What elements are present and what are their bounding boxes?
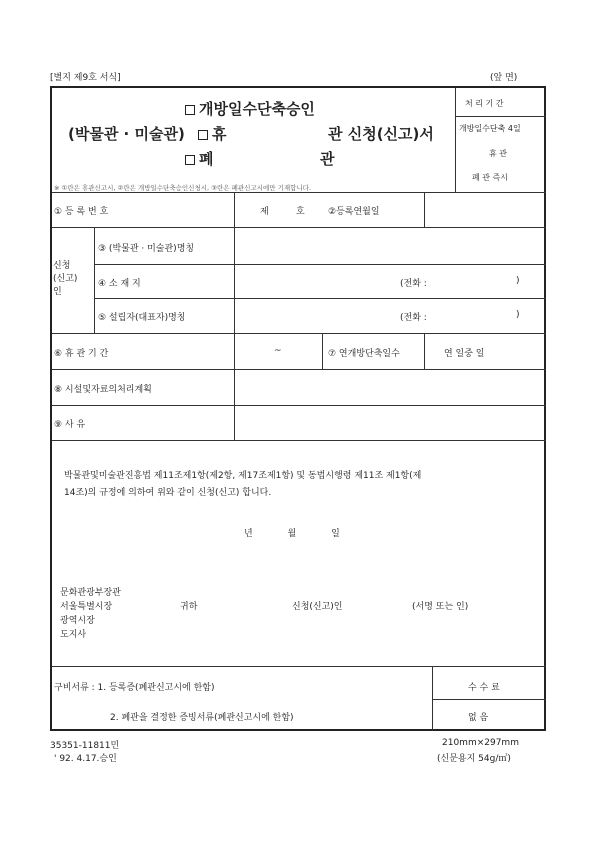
disposal-plan-label: ⑧ 시설및자료의처리계획 — [54, 385, 152, 395]
checkbox-icon[interactable] — [185, 155, 195, 165]
title-line2-suffix: 관 신청(신고)서 — [328, 125, 434, 143]
reduction-days-unit: 연 일중 일 — [444, 349, 485, 359]
registration-number-ho: 호 — [296, 207, 305, 217]
checkbox-icon[interactable] — [185, 105, 195, 115]
closure-period-tilde: ~ — [274, 346, 282, 356]
location-phone-close: ) — [516, 276, 520, 286]
museum-name-field[interactable] — [236, 229, 544, 263]
date-line: 년 월 일 — [244, 529, 349, 539]
reduction-days-label: ⑦ 연개방단축일수 — [328, 349, 400, 359]
registration-date-field[interactable] — [325, 194, 424, 225]
founder-phone-label: (전화 : — [400, 313, 427, 323]
founder-phone-close: ) — [516, 310, 520, 320]
form-code: 35351-11811민 — [50, 741, 120, 751]
form-frame — [50, 86, 546, 731]
title-line3: 폐 — [185, 148, 214, 169]
closure-period-label: ⑥ 휴 관 기 간 — [54, 349, 109, 359]
disposal-plan-field[interactable] — [236, 371, 544, 404]
recipient-seoul: 서울특별시장 — [60, 602, 113, 612]
recipient-metro: 광역시장 — [60, 616, 95, 626]
reason-field[interactable] — [236, 407, 544, 439]
paper-type: (신문용지 54g/㎡) — [437, 754, 511, 764]
statement-line2: 14조)의 규정에 의하여 위와 같이 신청(신고) 합니다. — [64, 488, 272, 498]
reason-label: ⑨ 사 유 — [54, 420, 86, 430]
location-label: ④ 소 재 지 — [98, 279, 141, 289]
museum-name-label: ③ (박물관 · 미술관)명칭 — [98, 244, 195, 254]
signer-label: 신청(신고)인 — [292, 602, 343, 612]
processing-reduction: 개방일수단축 4일 — [459, 124, 521, 133]
registration-number-je: 제 — [260, 207, 269, 217]
recipient-province: 도지사 — [60, 630, 87, 640]
title-line2: 휴 — [198, 123, 227, 144]
checkbox-icon[interactable] — [198, 130, 208, 140]
registration-number-label: ① 등 록 번 호 — [54, 207, 109, 217]
fee-value: 없 음 — [468, 713, 489, 723]
location-field[interactable] — [236, 266, 396, 297]
processing-header: 처 리 기 간 — [465, 99, 504, 108]
page-side-label: (앞 면) — [490, 73, 518, 83]
fee-label: 수 수 료 — [468, 683, 500, 693]
required-docs-item2: 2. 폐관을 결정한 증빙서류(폐관신고시에 한함) — [110, 713, 294, 723]
title-note: ※ ①란은 휴관신고시, ②란은 개방일수단축승인신청시, ③란은 폐관신고시에만 기재합니다. — [54, 184, 312, 192]
registration-date-label: ②등록연월일 — [328, 207, 380, 217]
location-phone-label: (전화 : — [400, 279, 427, 289]
required-docs-label: 구비서류 : 1. 등록증(폐관신고시에 한함) — [54, 683, 215, 693]
signature-label: (서명 또는 인) — [412, 602, 469, 612]
processing-abolition: 폐 관 즉시 — [472, 173, 508, 182]
registration-date-value-field[interactable] — [426, 194, 544, 225]
paper-size: 210mm×297mm — [442, 738, 519, 748]
approval-date: ' 92. 4.17.승인 — [54, 754, 117, 764]
form-number: [별지 제9호 서식] — [50, 73, 121, 83]
processing-closure: 휴 관 — [489, 149, 507, 158]
founder-field[interactable] — [236, 300, 396, 332]
recipient-minister: 문화관광부장관 — [60, 588, 121, 598]
title-prefix: (박물관 · 미술관) — [68, 125, 185, 143]
honorific: 귀하 — [180, 602, 198, 612]
title-line3-suffix: 관 — [320, 150, 335, 168]
applicant-label: 신청 (신고) 인 — [53, 261, 78, 297]
statement-line1: 박물관및미술관진흥법 제11조제1항(제2항, 제17조제1항) 및 동법시행령 제11조 제1항(제 — [64, 471, 422, 481]
title-line1: 개방일수단축승인 — [185, 98, 315, 119]
founder-label: ⑤ 설립자(대표자)명칭 — [98, 313, 186, 323]
